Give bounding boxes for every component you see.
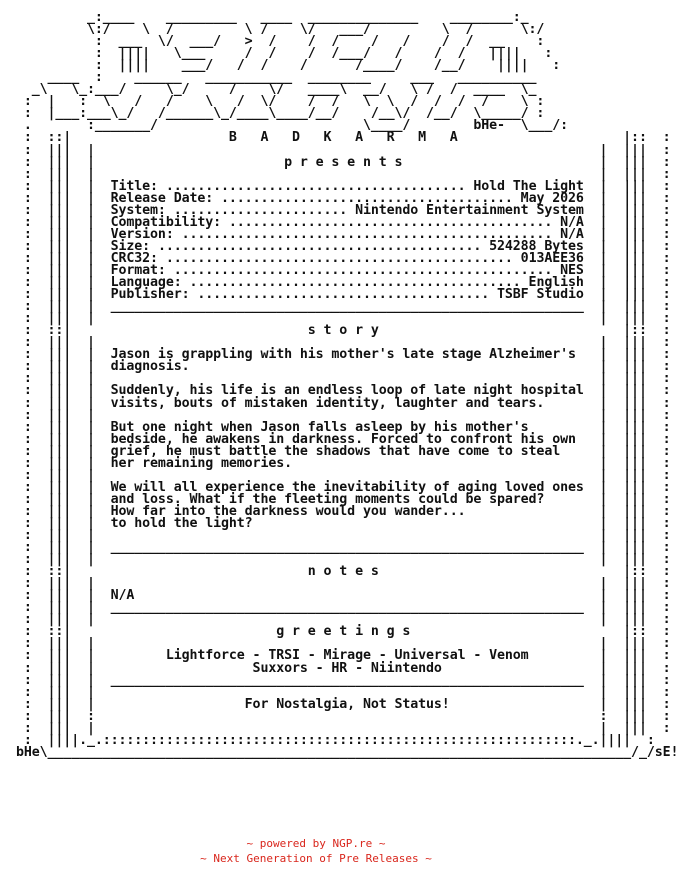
nfo-line: : ||| | | ||| : xyxy=(16,684,678,700)
story-line: visits, bouts of mistaken identity, laughter and tears. xyxy=(110,395,584,411)
story-line: grief, he must battle the shadows that have come to steal xyxy=(110,443,584,459)
nfo-line: : ||| | Compatibility: ......................................... N/A | ||| : xyxy=(16,214,678,230)
info-value: Nintendo Entertainment System xyxy=(347,202,584,218)
info-label: Size: xyxy=(110,238,158,254)
nfo-line: : ||| | How far into the darkness would you wander... | ||| : xyxy=(16,503,678,519)
info-value: May 2026 xyxy=(512,190,584,206)
nfo-line: : ||| | | ||| : xyxy=(16,142,678,158)
nfo-line: : ||| | But one night when Jason falls asleep by his mother's | ||| : xyxy=(16,419,678,435)
nfo-line: : ||| | her remaining memories. | ||| : xyxy=(16,455,678,471)
nfo-line: : ||| | | ||| : xyxy=(16,576,678,592)
info-label: Release Date: xyxy=(110,190,222,206)
site-footer xyxy=(0,836,632,866)
story-line: We will all experience the inevitability of aging loved ones xyxy=(110,479,584,495)
nfo-line: : ||| | Format: ................................................ NES | ||| : xyxy=(16,262,678,278)
story-line: and loss. What if the fleeting moments could be spared? xyxy=(110,491,584,507)
nfo-line: : ||| | ____________________________________________________________ | ||| : xyxy=(16,672,678,688)
nfo-line: : ||| | bedside, he awakens in darkness. Forced to confront his own | ||| : xyxy=(16,431,678,447)
nfo-line: : ::| s t o r y |:: : xyxy=(16,323,678,339)
nfo-line: : ||| | ____________________________________________________________ | ||| : xyxy=(16,600,678,616)
info-value: 524288 Bytes xyxy=(481,238,584,254)
footer-tagline: ~ Next Generation of Pre Releases ~ xyxy=(200,852,432,865)
info-value: Hold The Light xyxy=(465,178,584,194)
header-art-line: : ___ \/ ___/ > / / / / / / / __ : xyxy=(16,34,678,50)
nfo-line: : ||| | Language: .......................................... English | ||| : xyxy=(16,275,678,291)
story-line: bedside, he awakens in darkness. Forced to confront his own xyxy=(110,431,584,447)
nfo-line: : ||| | N/A | ||| : xyxy=(16,588,678,604)
story-line: Jason is grappling with his mother's late stage Alzheimer's xyxy=(110,347,584,363)
story-line: Suddenly, his life is an endless loop of late night hospital xyxy=(110,383,584,399)
header-art-line: : |||| \___ / / / /___/ / / / |||| : xyxy=(16,46,678,62)
nfo-line: : ||| | | ||| : xyxy=(16,528,678,544)
nfo-line: : ||| | We will all experience the inevitability of aging loved ones | ||| : xyxy=(16,479,678,495)
nfo-line: : ::| B A D K A R M A |:: : xyxy=(16,130,678,146)
info-value: English xyxy=(520,275,584,291)
nfo-line: : ||| | For Nostalgia, Not Status! | ||| : xyxy=(16,696,678,712)
nfo-line: : ||| | | ||| : xyxy=(16,371,678,387)
header-art-line: . :_______/ \____/ bHe- \___/: xyxy=(16,118,678,134)
nfo-line: : ||| | grief, he must battle the shadows that have come to steal | ||| : xyxy=(16,443,678,459)
signature-left: bHe xyxy=(16,744,40,760)
info-value: NES xyxy=(552,262,584,278)
section-heading: n o t e s xyxy=(86,564,608,580)
header-art-line: _\ \_:___/ \_/ / \/ ____\ __/ \ / / ____ \_ xyxy=(16,82,678,98)
nfo-line: : ||| | Suddenly, his life is an endless loop of late night hospital | ||| : xyxy=(16,383,678,399)
info-label: Version: xyxy=(110,226,182,242)
nfo-line: : ||| | to hold the light? | ||| : xyxy=(16,515,678,531)
nfo-line: : ||| | Title: ...................................... Hold The Light | ||| : xyxy=(16,178,678,194)
nfo-line: : ||| | | ||| : xyxy=(16,636,678,652)
info-label: Publisher: xyxy=(110,287,198,303)
story-line: How far into the darkness would you wander... xyxy=(110,503,584,519)
nfo-line: : ||| | Size: ......................................... 524288 Bytes | ||| : xyxy=(16,238,678,254)
info-label: CRC32: xyxy=(110,250,166,266)
nfo-line: bHe\__________________________________________________________________________/_/sE! xyxy=(16,744,678,760)
info-label: Title: xyxy=(110,178,166,194)
header-art-line: _:____ _________ ____ ______________ ________:_ xyxy=(16,10,678,25)
header-art-line: : |||| ___/ / / / /____/ /__/ |||| : xyxy=(16,58,678,74)
header-art-line: ____ : ______ ___________ ________ ___ __________ xyxy=(16,70,678,86)
nfo-line: : ::| g r e e t i n g s |:: : xyxy=(16,624,678,640)
notes-text: N/A xyxy=(110,588,584,604)
nfo-document xyxy=(16,12,678,759)
nfo-line: : ||| | Release Date: ..................................... May 2026 | ||| : xyxy=(16,190,678,206)
nfo-line: : ||| : : ||| : xyxy=(16,708,678,724)
nfo-line: : ||||._.::::::::::::::::::::::::::::::::::::::::::::::::::::::::::::._.|||| : xyxy=(16,732,663,748)
story-line: her remaining memories. xyxy=(110,455,584,471)
nfo-line: : ||| | | ||| : xyxy=(16,311,678,327)
info-value: N/A xyxy=(552,214,584,230)
nfo-line: : ||| | CRC32: ............................................ 013AEE36 | ||| : xyxy=(16,250,678,266)
nfo-line: : ||| | Publisher: ..................................... TSBF Studio | ||| : xyxy=(16,287,678,303)
nfo-line: : ||| | Suxxors - HR - Niintendo | ||| : xyxy=(16,660,678,676)
info-value: N/A xyxy=(552,226,584,242)
nfo-line: : ::| n o t e s |:: : xyxy=(16,564,678,580)
info-label: System: xyxy=(110,202,174,218)
greetings-line: Suxxors - HR - Niintendo xyxy=(110,660,584,676)
nfo-line: : ||| | Lightforce - TRSI - Mirage - Universal - Venom | ||| : xyxy=(16,648,678,664)
nfo-line: : ||| | ____________________________________________________________ | ||| : xyxy=(16,299,678,315)
nfo-line: : ||| | diagnosis. | ||| : xyxy=(16,359,678,375)
header-art-line: : |___:___\_/ /______\_/____\____/__/ /__\/ /__/ \_____/ : xyxy=(16,106,678,122)
story-line: But one night when Jason falls asleep by his mother's xyxy=(110,419,584,435)
greetings-line: Lightforce - TRSI - Mirage - Universal - Venom xyxy=(110,648,584,664)
info-value: TSBF Studio xyxy=(489,287,584,303)
nfo-line: : ||| | Version: ............................................... N/A | ||| : xyxy=(16,226,678,242)
nfo-line: : ||| | Jason is grappling with his mother's late stage Alzheimer's | ||| : xyxy=(16,347,678,363)
info-value: 013AEE36 xyxy=(512,250,584,266)
nfo-line: : ||| | | ||| : xyxy=(16,720,678,736)
nfo-line: : ||| | | ||| : xyxy=(16,552,678,568)
nfo-line: : ||| | | ||| : xyxy=(16,166,678,182)
crew-name: B A D K A R M A xyxy=(86,130,608,146)
nfo-line: : ||| | | ||| : xyxy=(16,407,678,423)
motto: For Nostalgia, Not Status! xyxy=(110,696,584,712)
nfo-line: : ||| | ____________________________________________________________ | ||| : xyxy=(16,540,678,556)
nfo-line: : ||| | | ||| : xyxy=(16,335,678,351)
powered-by-text: ~ powered by NGP.re ~ xyxy=(246,837,386,850)
presents-heading: p r e s e n t s xyxy=(110,154,584,170)
header-art-line: \:/ \ / \ / \/ ___/ \ / \:/ xyxy=(16,22,678,38)
nfo-line: : ||| | p r e s e n t s | ||| : xyxy=(16,154,678,170)
section-heading: s t o r y xyxy=(86,323,608,339)
signature-right: sE! xyxy=(654,744,678,760)
nfo-line: : ||| | and loss. What if the fleeting moments could be spared? | ||| : xyxy=(16,491,678,507)
story-line: diagnosis. xyxy=(110,359,584,375)
info-label: Compatibility: xyxy=(110,214,229,230)
info-label: Language: xyxy=(110,275,190,291)
section-heading: g r e e t i n g s xyxy=(86,624,608,640)
nfo-line: : ||| | | ||| : xyxy=(16,467,678,483)
nfo-line: : ||| | | ||| : xyxy=(16,612,678,628)
info-label: Format: xyxy=(110,262,174,278)
nfo-line: : ||| | System: ...................... Nintendo Entertainment System | ||| : xyxy=(16,202,678,218)
story-line: to hold the light? xyxy=(110,515,584,531)
header-art-line: : | : \ / / \ / \/ / / \ \ / / / / \ : xyxy=(16,94,678,110)
nfo-line: : ||| | visits, bouts of mistaken identity, laughter and tears. | ||| : xyxy=(16,395,678,411)
